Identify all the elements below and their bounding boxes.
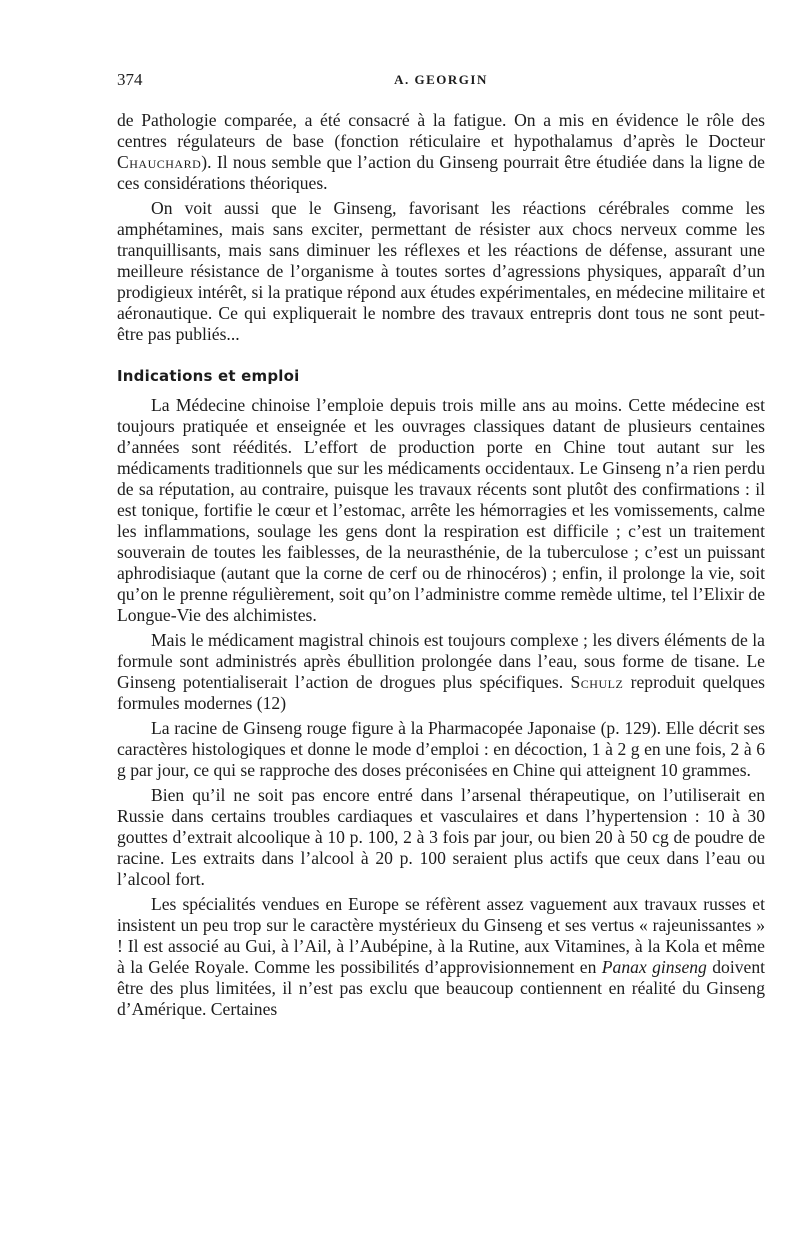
text-run: La Médecine chinoise l’emploie depuis trois mille ans au moins. Cette médecine est toujours pratiquée et enseignée et les ouvrages classiques datant de plusieurs centaines d’années sont réédités. L’effort de production porte en Chine tout autant sur les médicaments traditionnels que sur les médicaments occidentaux. Le Ginseng n’a rien perdu de sa réputation, au contraire, puisque les travaux récents sont plutôt des confirmations : il est tonique, fortifie le cœur et l’estomac, arrête les hémorragies et les vomissements, calme les inflammations, soulage les gens dont la respiration est difficile ; c’est un traitement souverain de toutes les faiblesses, de la neurasthénie, de la tuberculose ; c’est un puissant aphrodisiaque (autant que la corne de cerf ou de rhinocéros) ; enfin, il prolonge la vie, soit qu’on le prenne régulièrement, soit qu’on l’administre comme remède ultime, tel l’Elixir de Longue-Vie des alchimistes. — [117, 395, 765, 625]
text-run: On voit aussi que le Ginseng, favorisant les réactions cérébrales comme les amphétamines, mais sans exciter, permettant de résister aux chocs nerveux comme les tranquillisants, mais sans diminuer les réflexes et les réactions de défense, assurant une meilleure résistance de l’organisme à toutes sortes d’agressions physiques, apparaît d’un prodigieux intérêt, si la pratique répond aux études expérimentales, en médecine militaire et aéronautique. Ce qui expliquerait le nombre des travaux entrepris dont tous ne sont peut-être pas publiés... — [117, 198, 765, 344]
text-run: reproduit quelques formules modernes (12) — [117, 672, 765, 713]
page-header — [117, 70, 765, 94]
paragraph — [117, 894, 765, 1020]
paragraph — [117, 718, 765, 781]
section-heading: Indications et emploi — [117, 367, 300, 385]
paragraph — [117, 630, 765, 714]
running-title: A. GEORGIN — [394, 72, 488, 87]
species-name: Panax ginseng — [601, 957, 707, 977]
author-name: Schulz — [570, 672, 624, 692]
paragraph — [117, 110, 765, 194]
text-run: Les spécialités vendues en Europe se réfèrent assez vaguement aux travaux russes et insistent un peu trop sur le caractère mystérieux du Ginseng et ses vertus « rajeunissantes » ! Il est associé au Gui, à l’Ail, à l’Aubépine, à la Rutine, aux Vitamines, à la Kola et même à la Gelée Royale. Comme les possibilités d’approvisionnement en — [117, 894, 765, 977]
intro-paragraphs — [117, 110, 765, 345]
author-name: Chauchard — [117, 152, 202, 172]
paragraph — [117, 785, 765, 890]
text-run: Bien qu’il ne soit pas encore entré dans l’arsenal thérapeutique, on l’utiliserait en Russie dans certains troubles cardiaques et vasculaires et dans l’hypertension : 10 à 30 gouttes d’extrait alcoolique à 10 p. 100, 2 à 3 fois par jour, ou bien 20 à 50 cg de poudre de racine. Les extraits dans l’alcool à 20 p. 100 seraient plus actifs que ceux dans l’eau ou l’alcool fort. — [117, 785, 765, 889]
section-paragraphs — [117, 395, 765, 1020]
text-run: Mais le médicament magistral chinois est toujours complexe ; les divers éléments de la formule sont administrés après ébullition prolongée dans l’eau, sous forme de tisane. Le Ginseng potentialiserait l’action de drogues plus spécifiques. — [117, 630, 765, 692]
text-run: doivent être des plus limitées, il n’est pas exclu que beaucoup contiennent en réalité du Ginseng d’Amérique. Certaines — [117, 957, 766, 1019]
text-run: ). Il nous semble que l’action du Ginseng pourrait être étudiée dans la ligne de ces considérations théoriques. — [117, 152, 765, 193]
text-run: La racine de Ginseng rouge figure à la Pharmacopée Japonaise (p. 129). Elle décrit ses caractères histologiques et donne le mode d’emploi : en décoction, 1 à 2 g en une fois, 2 à 6 g par jour, ce qui se rapproche des doses préconisées en Chine qui atteignent 10 grammes. — [117, 718, 765, 780]
page — [117, 70, 765, 1020]
text-run: de Pathologie comparée, a été consacré à la fatigue. On a mis en évidence le rôle des centres régulateurs de base (fonction réticulaire et hypothalamus d’après le Docteur — [117, 110, 765, 151]
paragraph — [117, 198, 765, 345]
page-number: 374 — [117, 70, 143, 89]
body-text — [117, 110, 765, 1020]
paragraph — [117, 395, 765, 626]
